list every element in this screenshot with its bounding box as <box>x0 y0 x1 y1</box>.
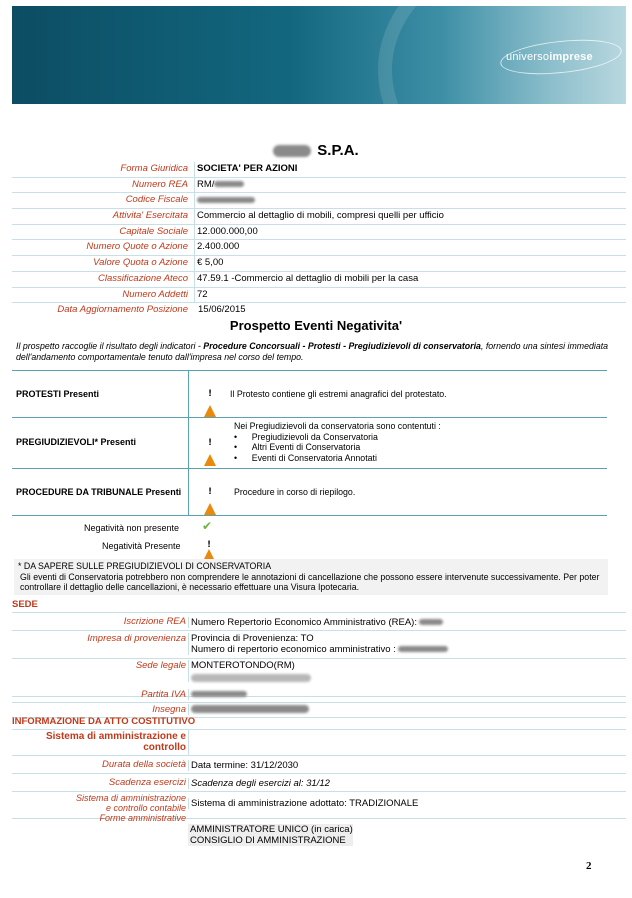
header-banner <box>12 6 626 104</box>
event-row-procedure <box>12 469 607 516</box>
field-row <box>12 225 626 241</box>
universo-imprese-logo <box>500 39 626 75</box>
field-value: 2.400.000 <box>194 240 626 255</box>
field-value: SOCIETA' PER AZIONI <box>194 162 626 177</box>
bullet-item: • Eventi di Conservatoria Annotati <box>234 452 377 463</box>
company-name <box>0 142 632 159</box>
sede-value <box>188 689 247 700</box>
field-row <box>12 288 626 304</box>
event-label: PROCEDURE DA TRIBUNALE Presenti <box>16 487 182 497</box>
atto-subheading <box>12 730 626 756</box>
sede-row <box>12 631 626 659</box>
warning-icon <box>204 486 216 504</box>
note-title: * DA SAPERE SULLE PREGIUDIZIEVOLI DI CONSERVATORIA <box>18 561 272 571</box>
intro-bold: Procedure Concorsuali - Protesti - Pregiudizievoli di conservatoria <box>203 341 481 351</box>
intro-text-end: , fornendo una sintesi immediata dell'andamento comportamentale tenuto dall'impresa nel corso del tempo. <box>16 341 609 362</box>
atto-value: Sistema di amministrazione adottato: TRADIZIONALE <box>188 798 418 809</box>
logo-text-bold: imprese <box>549 51 593 63</box>
legend-present-label: Negatività Presente <box>102 541 181 551</box>
sede-heading: SEDE <box>12 599 626 613</box>
field-row <box>12 256 626 272</box>
atto-row <box>12 775 626 792</box>
field-label: Numero REA <box>132 178 188 190</box>
field-label: Numero Addetti <box>122 288 188 300</box>
redacted-address <box>191 674 311 682</box>
event-text: Il Protesto contiene gli estremi anagrafici del protestato. <box>230 389 447 399</box>
event-label: PROTESTI Presenti <box>16 389 100 399</box>
atto-label: Scadenza esercizi <box>108 777 186 788</box>
event-row-pregiudizievoli <box>12 418 607 469</box>
sede-label: Insegna <box>152 704 186 715</box>
redacted-insegna <box>191 705 309 713</box>
rea-prefix: RM/ <box>197 178 215 190</box>
field-row <box>12 178 626 194</box>
sede-row <box>12 614 626 631</box>
sede-label: Partita IVA <box>141 689 186 700</box>
redacted-rea <box>214 181 244 187</box>
field-value: 72 <box>194 288 626 303</box>
sede-label: Sede legale <box>135 660 186 671</box>
page-number: 2 <box>586 860 592 872</box>
warning-icon <box>204 437 216 455</box>
bullet-item: • Pregiudizievoli da Conservatoria <box>234 431 378 442</box>
field-label: Classificazione Ateco <box>98 272 188 284</box>
intro-text: Il prospetto raccoglie il risultato degli indicatori - <box>16 341 204 351</box>
conservatoria-note <box>14 559 608 595</box>
field-label: Codice Fiscale <box>125 194 188 206</box>
redacted-name <box>273 145 311 157</box>
check-icon: ✔ <box>202 519 213 533</box>
event-text <box>234 421 441 463</box>
field-label: Attivita' Esercitata <box>112 210 188 222</box>
field-label: Capitale Sociale <box>119 225 188 237</box>
sede-label: Iscrizione REA <box>123 616 186 627</box>
prospetto-intro <box>16 341 616 363</box>
field-row <box>12 303 626 318</box>
event-text-intro: Nei Pregiudizievoli da conservatoria sono contentuti : <box>234 421 441 431</box>
sede-value <box>188 704 309 715</box>
field-row <box>12 162 626 178</box>
field-label: Numero Quote o Azione <box>86 241 188 253</box>
atto-label: Forme amministrative <box>99 813 186 823</box>
events-table <box>12 370 607 516</box>
field-label: Valore Quota o Azione <box>93 257 188 269</box>
legend-absent-label: Negatività non presente <box>84 523 180 533</box>
atto-row <box>12 813 626 853</box>
redacted-rea-prov <box>398 646 448 652</box>
event-label: PREGIUDIZIEVOLI* Presenti <box>16 437 137 447</box>
field-row <box>12 193 626 209</box>
atto-value: Data termine: 31/12/2030 <box>188 760 298 771</box>
sede-value: Provincia di Provenienza: TO Numero di repertorio economico amministrativo : <box>188 633 448 655</box>
field-label: Forma Giuridica <box>120 163 188 174</box>
field-value: 47.59.1 -Commercio al dettaglio di mobili per la casa <box>194 272 626 287</box>
field-value <box>194 193 626 208</box>
bullet-item: • Altri Eventi di Conservatoria <box>234 442 361 452</box>
field-label: Data Aggiornamento Posizione <box>57 304 188 316</box>
field-row <box>12 209 626 225</box>
field-value: € 5,00 <box>194 256 626 271</box>
redacted-iva <box>191 691 247 697</box>
sede-value: MONTEROTONDO(RM) <box>188 660 311 682</box>
atto-label: Durata della società <box>102 759 186 770</box>
field-row <box>12 272 626 288</box>
prospetto-title: Prospetto Eventi Negativita' <box>229 318 403 333</box>
atto-value: AMMINISTRATORE UNICO (in carica) CONSIGLIO DI AMMINISTRAZIONE <box>190 824 353 846</box>
sede-value: Numero Repertorio Economico Amministrativo (REA): <box>188 617 443 628</box>
atto-label: Sistema di amministrazione e controllo contabile <box>75 793 186 813</box>
sede-row <box>12 686 626 703</box>
warning-icon <box>204 388 216 406</box>
redacted-cf <box>197 197 255 203</box>
field-value: 15/06/2015 <box>198 304 246 316</box>
atto-value: Scadenza degli esercizi al: 31/12 <box>188 778 330 789</box>
sede-label: Impresa di provenienza <box>87 633 186 644</box>
note-body: Gli eventi di Conservatoria potrebbero non comprendere le annotazioni di cancellazione che possono essere intervenute successivamente. Per poter controllare il dettaglio delle cancellazioni, è necessario effettuare una Visura Ipotecaria. <box>20 571 600 592</box>
warning-icon <box>203 539 215 549</box>
atto-heading: INFORMAZIONE DA ATTO COSTITUTIVO <box>12 716 626 730</box>
event-text: Procedure in corso di riepilogo. <box>234 487 356 497</box>
field-row <box>12 240 626 256</box>
company-fields <box>12 162 626 318</box>
field-value: Commercio al dettaglio di mobili, compresi quelli per ufficio <box>194 209 626 224</box>
company-suffix: S.P.A. <box>317 142 359 159</box>
logo-text-light: universo <box>506 51 550 63</box>
atto-row <box>12 757 626 774</box>
redacted-rea-number <box>419 619 443 625</box>
event-row-protesti <box>12 371 607 418</box>
field-value <box>194 178 626 193</box>
field-value: 12.000.000,00 <box>194 225 626 240</box>
sistema-title: Sistema di amministrazione e controllo <box>45 731 186 753</box>
